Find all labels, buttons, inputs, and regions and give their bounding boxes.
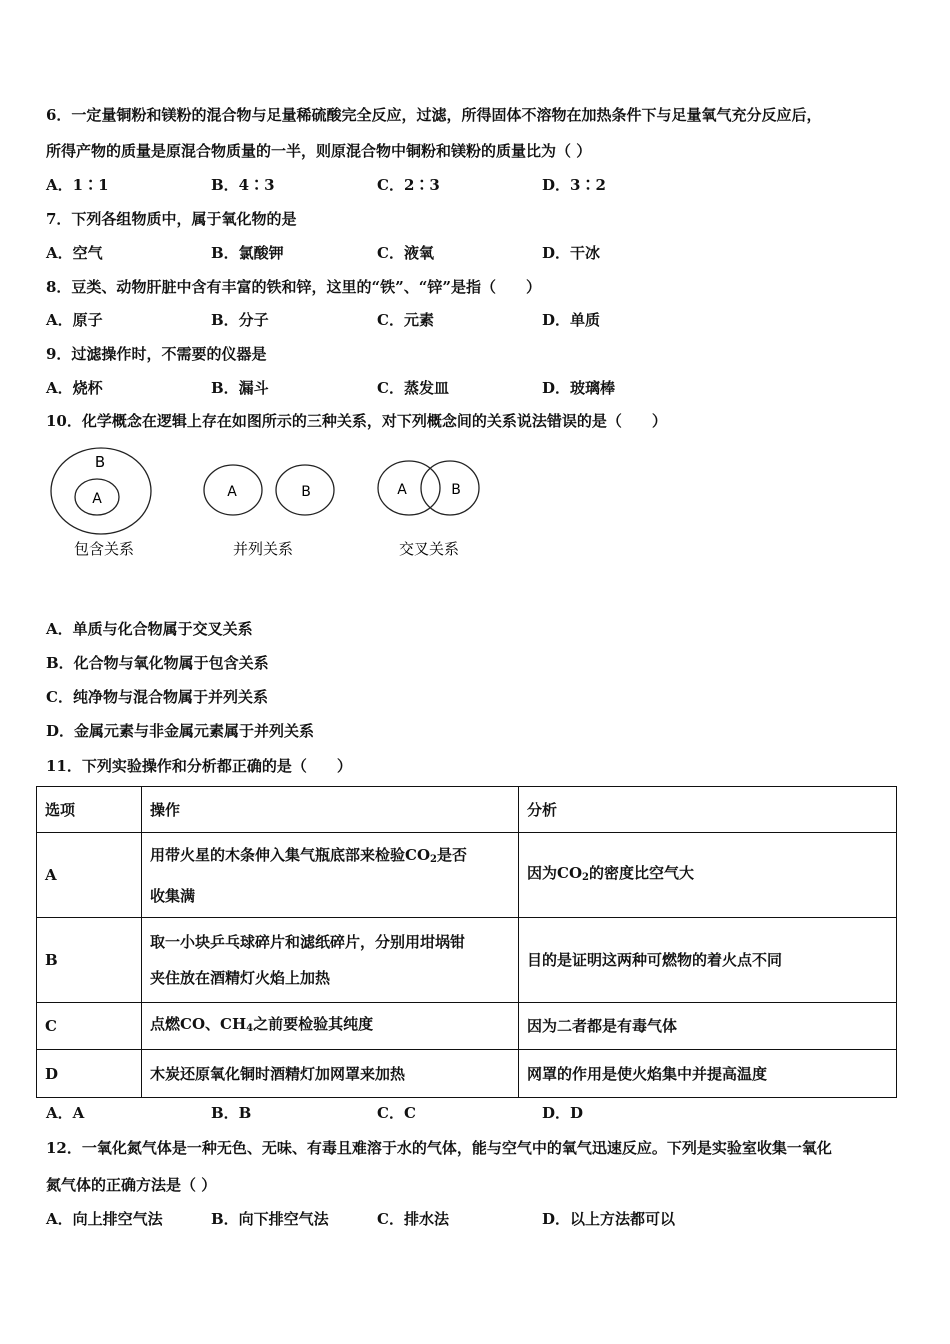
q11-option-d[interactable]: D．D [542,1104,584,1122]
q12-option-a[interactable]: A．向上排空气法 [46,1210,163,1228]
operation-line-1: 用带火星的木条伸入集气瓶底部来检验$CO_2$是否 [150,845,467,865]
row-operation [142,833,519,918]
header-analysis: 分析 [519,787,897,833]
q10-option-c[interactable]: C．纯净物与混合物属于并列关系 [46,688,268,706]
q11-option-c[interactable]: C．C [377,1104,416,1122]
q12-option-c[interactable]: C．排水法 [377,1210,449,1228]
table-header-row [37,787,897,833]
q6-option-d[interactable]: D．3∶2 [542,176,606,194]
q11-option-b[interactable]: B．B [211,1104,252,1122]
q9-option-c[interactable]: C．蒸发皿 [377,379,449,397]
experiment-table [36,786,897,1098]
q9-option-b[interactable]: B．漏斗 [211,379,269,397]
header-option: 选项 [37,787,142,833]
intersection-label-b: B [451,482,461,498]
q7-option-b[interactable]: B．氯酸钾 [211,244,284,262]
q8-stem: 8．豆类、动物肝脏中含有丰富的铁和锌，这里的“铁”、“锌”是指（ ） [46,278,541,296]
intersection-relation-figure [378,461,479,515]
row-analysis: 目的是证明这两种可燃物的着火点不同 [519,918,897,1003]
q7-stem: 7．下列各组物质中，属于氧化物的是 [46,210,297,228]
q9-stem: 9．过滤操作时，不需要的仪器是 [46,345,267,363]
q6-option-a[interactable]: A．1∶1 [46,176,109,194]
operation-line-2: 夹住放在酒精灯火焰上加热 [150,969,331,987]
row-operation: 木炭还原氧化铜时酒精灯加网罩来加热 [142,1050,519,1098]
q12-stem-line1: 12．一氧化氮气体是一种无色、无味、有毒且难溶于水的气体，能与空气中的氧气迅速反应。下列是实验室收集一氧化 [46,1139,832,1157]
intersection-caption: 交叉关系 [398,540,460,558]
row-option-label: C [37,1003,142,1050]
q6-option-b[interactable]: B．4∶3 [211,176,275,194]
q10-option-a[interactable]: A．单质与化合物属于交叉关系 [46,620,253,638]
parallel-label-b: B [301,484,311,500]
operation-line-1: 取一小块乒乓球碎片和滤纸碎片，分别用坩埚钳 [150,933,466,951]
q8-option-a[interactable]: A．原子 [46,311,103,329]
q12-stem-line2: 氮气体的正确方法是（ ） [46,1176,217,1194]
row-analysis: 网罩的作用是使火焰集中并提高温度 [519,1050,897,1098]
q7-option-d[interactable]: D．干冰 [542,244,601,262]
q8-option-d[interactable]: D．单质 [542,311,601,329]
q7-option-a[interactable]: A．空气 [46,244,103,262]
header-operation: 操作 [142,787,519,833]
intersection-circle-b [421,461,479,515]
row-option-label: A [37,833,142,918]
inclusion-label-a: A [92,491,102,507]
q11-option-a[interactable]: A．A [46,1104,85,1122]
q10-option-d[interactable]: D．金属元素与非金属元素属于并列关系 [46,722,315,740]
row-option-label: B [37,918,142,1003]
row-operation [142,918,519,1003]
parallel-caption: 并列关系 [232,540,294,558]
q10-stem: 10．化学概念在逻辑上存在如图所示的三种关系，对下列概念间的关系说法错误的是（ ） [46,412,667,430]
inclusion-label-b: B [94,453,106,471]
q9-option-a[interactable]: A．烧杯 [46,379,103,397]
parallel-label-a: A [227,484,237,500]
q6-stem-line1: 6．一定量铜粉和镁粉的混合物与足量稀硫酸完全反应，过滤，所得固体不溶物在加热条件下与足量氧气充分反应后， [46,106,822,124]
q6-option-c[interactable]: C．2∶3 [377,176,440,194]
table-row [37,1003,897,1050]
q12-option-b[interactable]: B．向下排空气法 [211,1210,329,1228]
intersection-circle-a [378,461,440,515]
table-row [37,1050,897,1098]
q9-option-d[interactable]: D．玻璃棒 [542,379,616,397]
row-option-label: D [37,1050,142,1098]
table-row [37,918,897,1003]
q8-option-c[interactable]: C．元素 [377,311,434,329]
q10-option-b[interactable]: B．化合物与氧化物属于包含关系 [46,654,269,672]
relation-diagram [40,440,500,570]
q11-stem: 11．下列实验操作和分析都正确的是（ ） [46,757,352,775]
inclusion-caption: 包含关系 [73,540,135,558]
q7-option-c[interactable]: C．液氧 [377,244,434,262]
row-analysis: 因为二者都是有毒气体 [519,1003,897,1050]
operation-line-2: 收集满 [150,886,196,905]
q6-stem-line2: 所得产物的质量是原混合物质量的一半，则原混合物中铜粉和镁粉的质量比为（ ） [46,142,592,160]
parallel-relation-figure [204,465,334,515]
row-analysis: 因为$CO_2$的密度比空气大 [519,833,897,918]
row-operation: 点燃CO、$CH_4$之前要检验其纯度 [142,1003,519,1050]
table-row [37,833,897,918]
intersection-label-a: A [397,482,407,498]
q8-option-b[interactable]: B．分子 [211,311,269,329]
q12-option-d[interactable]: D．以上方法都可以 [542,1210,676,1228]
